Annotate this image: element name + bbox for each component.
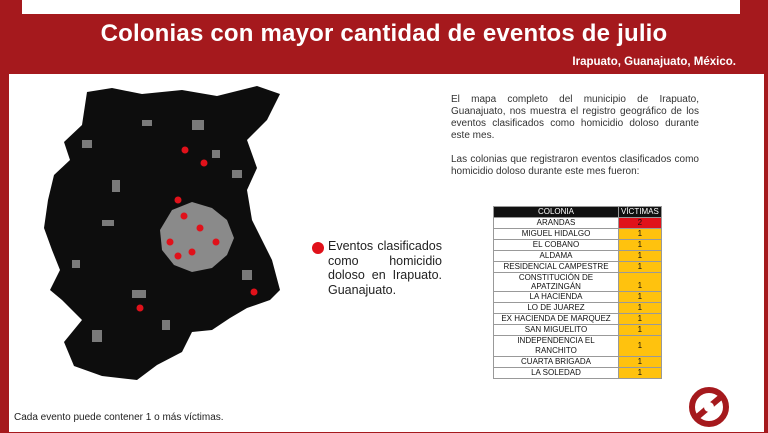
description xyxy=(451,94,699,190)
brand-logo-icon xyxy=(688,386,730,428)
table-header-row xyxy=(494,207,662,218)
header-victimas: VÍCTIMAS xyxy=(619,207,662,218)
event-marker xyxy=(189,249,196,256)
event-marker xyxy=(167,239,174,246)
colonia-cell: INDEPENDENCIA EL RANCHITO xyxy=(494,336,619,357)
description-paragraph-1: El mapa completo del municipio de Irapuato, Guanajuato, nos muestra el registro geográfico de los eventos clasificados como homicidio doloso durante este mes. xyxy=(451,94,699,141)
table-row xyxy=(494,368,662,379)
event-marker xyxy=(197,225,204,232)
victimas-cell: 1 xyxy=(619,357,662,368)
colonia-cell: MIGUEL HIDALGO xyxy=(494,229,619,240)
colonia-cell: SAN MIGUELITO xyxy=(494,325,619,336)
footnote: Cada evento puede contener 1 o más víctimas. xyxy=(14,412,224,423)
description-paragraph-2: Las colonias que registraron eventos clasificados como homicidio doloso durante este mes fueron: xyxy=(451,154,699,177)
colonia-cell: ALDAMA xyxy=(494,251,619,262)
table-row xyxy=(494,273,662,292)
table-row xyxy=(494,251,662,262)
page-subtitle: Irapuato, Guanajuato, México. xyxy=(572,56,736,68)
event-marker xyxy=(181,213,188,220)
table-row xyxy=(494,218,662,229)
map-legend xyxy=(312,239,442,297)
legend-label: Eventos clasificados como homicidio doloso en Irapuato. Guanajuato. xyxy=(328,239,442,297)
victimas-cell: 1 xyxy=(619,325,662,336)
header-colonia: COLONIA xyxy=(494,207,619,218)
colonia-cell: LA SOLEDAD xyxy=(494,368,619,379)
page-title: Colonias con mayor cantidad de eventos de julio xyxy=(100,20,668,47)
event-marker xyxy=(175,197,182,204)
event-marker xyxy=(213,239,220,246)
table-row xyxy=(494,240,662,251)
table-row xyxy=(494,325,662,336)
table-row xyxy=(494,336,662,357)
event-marker xyxy=(137,305,144,312)
table-row xyxy=(494,357,662,368)
top-white-band xyxy=(22,0,740,14)
victimas-cell: 1 xyxy=(619,229,662,240)
victimas-cell: 1 xyxy=(619,273,662,292)
event-marker xyxy=(175,253,182,260)
table-row xyxy=(494,303,662,314)
colonia-cell: CUARTA BRIGADA xyxy=(494,357,619,368)
table-row xyxy=(494,292,662,303)
victimas-cell: 1 xyxy=(619,314,662,325)
table-row xyxy=(494,314,662,325)
colonia-cell: ARANDAS xyxy=(494,218,619,229)
event-marker xyxy=(201,160,208,167)
colonias-table xyxy=(493,206,662,379)
colonia-cell: EX HACIENDA DE MARQUEZ xyxy=(494,314,619,325)
victimas-cell: 2 xyxy=(619,218,662,229)
colonia-cell: CONSTITUCIÓN DE APATZINGÁN xyxy=(494,273,619,292)
municipality-map xyxy=(42,80,292,380)
victimas-cell: 1 xyxy=(619,368,662,379)
table-row xyxy=(494,262,662,273)
map-svg xyxy=(42,80,292,380)
victimas-cell: 1 xyxy=(619,251,662,262)
victimas-cell: 1 xyxy=(619,292,662,303)
event-marker xyxy=(182,147,189,154)
colonia-cell: LO DE JUAREZ xyxy=(494,303,619,314)
table-row xyxy=(494,229,662,240)
colonia-cell: LA HACIENDA xyxy=(494,292,619,303)
event-marker xyxy=(251,289,258,296)
victimas-cell: 1 xyxy=(619,336,662,357)
colonia-cell: RESIDENCIAL CAMPESTRE xyxy=(494,262,619,273)
victimas-cell: 1 xyxy=(619,303,662,314)
legend-marker-icon xyxy=(312,242,324,254)
victimas-cell: 1 xyxy=(619,240,662,251)
victimas-cell: 1 xyxy=(619,262,662,273)
colonia-cell: EL COBANO xyxy=(494,240,619,251)
